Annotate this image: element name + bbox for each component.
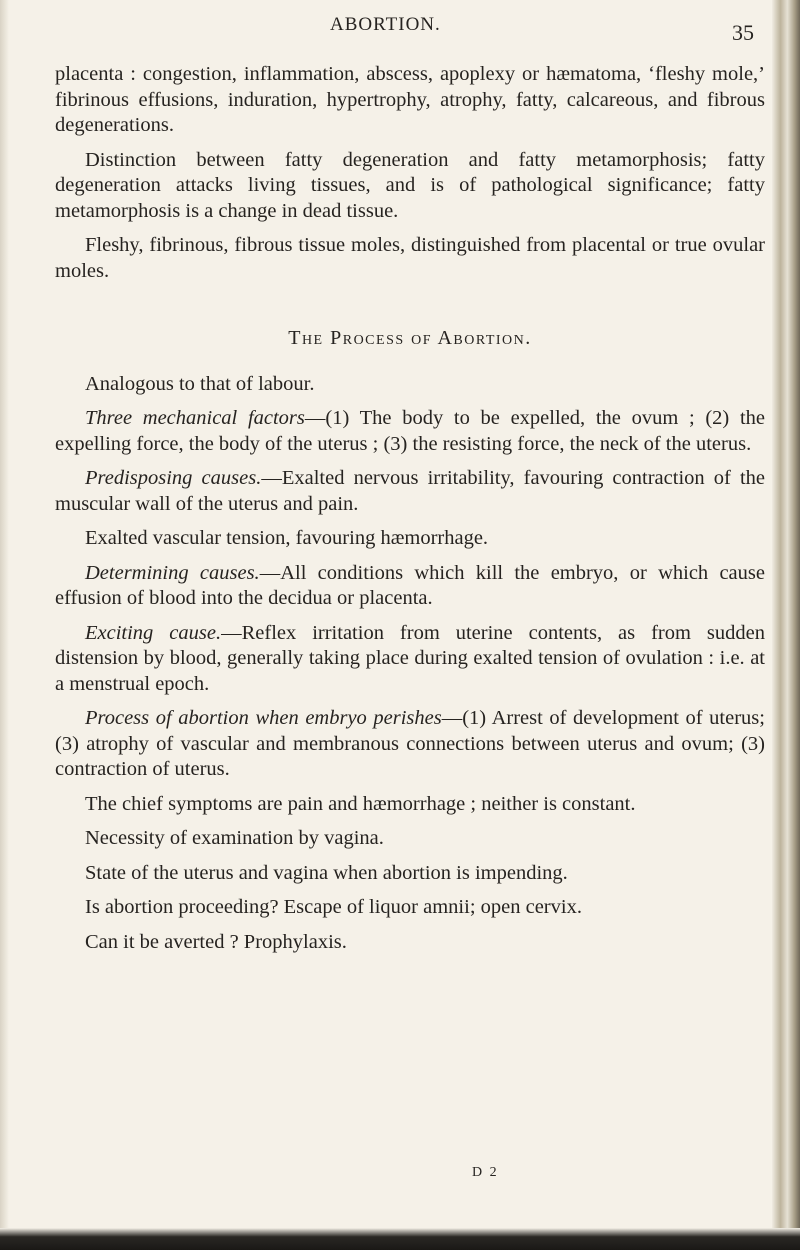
- paragraph-analogous: Analogous to that of labour.: [85, 372, 315, 395]
- signature-mark: D 2: [472, 1165, 499, 1180]
- process-text: —(1) Arrest of development of uterus; (3) atrophy of vascular and membranous connections between uterus and ovum; (3) contraction of uterus.: [55, 707, 765, 780]
- paragraph-moles: Fleshy, fibrinous, fibrous tissue moles, distinguished from placental or true ovular moles.: [55, 234, 765, 282]
- section-heading: The Process of Abortion.: [288, 327, 532, 349]
- paragraph-vascular: Exalted vascular tension, favouring hæmorrhage.: [85, 527, 489, 549]
- three-factors-label: Three mechanical factors: [85, 407, 305, 429]
- paragraph-proceeding: Is abortion proceeding? Escape of liquor amnii; open cervix.: [85, 896, 582, 918]
- three-factors-text: —(1) The body to be expelled, the ovum ; (2) the expelling force, the body of the uterus ; (3) the resisting force, the neck of the uterus.: [55, 407, 765, 455]
- body-text: [55, 62, 765, 964]
- page-left-margin-shadow: [0, 0, 9, 1250]
- determining-text: —All conditions which kill the embryo, or which cause effusion of blood into the decidua or placenta.: [55, 561, 765, 609]
- paragraph-determining: [55, 561, 765, 612]
- exciting-label: Exciting cause.: [85, 621, 222, 644]
- paragraph-exciting: [55, 621, 765, 698]
- paragraph-averted: Can it be averted ? Prophylaxis.: [85, 930, 347, 953]
- page-bottom-edge: [0, 1228, 800, 1250]
- paragraph-necessity: Necessity of examination by vagina.: [85, 827, 384, 849]
- running-header: ABORTION.: [330, 14, 441, 35]
- paragraph-placenta: placenta : congestion, inflammation, abscess, apoplexy or hæmatoma, ‘fleshy mole,’ fibrinous effusions, induration, hypertrophy, atrophy, fatty, calcareous, and fibrous degenerations.: [55, 63, 765, 136]
- predisposing-text: —Exalted nervous irritability, favouring contraction of the muscular wall of the uterus and pain.: [55, 467, 765, 515]
- paragraph-process: [55, 706, 765, 783]
- predisposing-label: Predisposing causes.: [85, 467, 262, 489]
- paragraph-three-factors: [55, 406, 765, 457]
- determining-label: Determining causes.: [85, 561, 260, 584]
- paragraph-predisposing: [55, 466, 765, 517]
- process-label: Process of abortion when embryo perishes: [85, 707, 442, 729]
- paragraph-symptoms: The chief symptoms are pain and hæmorrhage ; neither is constant.: [85, 792, 636, 815]
- paragraph-fatty-distinction: Distinction between fatty degeneration and fatty metamorphosis; fatty degeneration attacks living tissues, and is of pathological significance; fatty metamorphosis is a change in dead tissue.: [55, 148, 765, 222]
- page-number: 35: [732, 20, 754, 45]
- book-spine-edge: [772, 0, 800, 1250]
- exciting-text: —Reflex irritation from uterine contents, as from sudden distension by blood, generally taking place during exalted tension of ovulation : i.e. at a menstrual epoch.: [55, 621, 765, 695]
- paragraph-state: State of the uterus and vagina when abortion is impending.: [85, 861, 568, 884]
